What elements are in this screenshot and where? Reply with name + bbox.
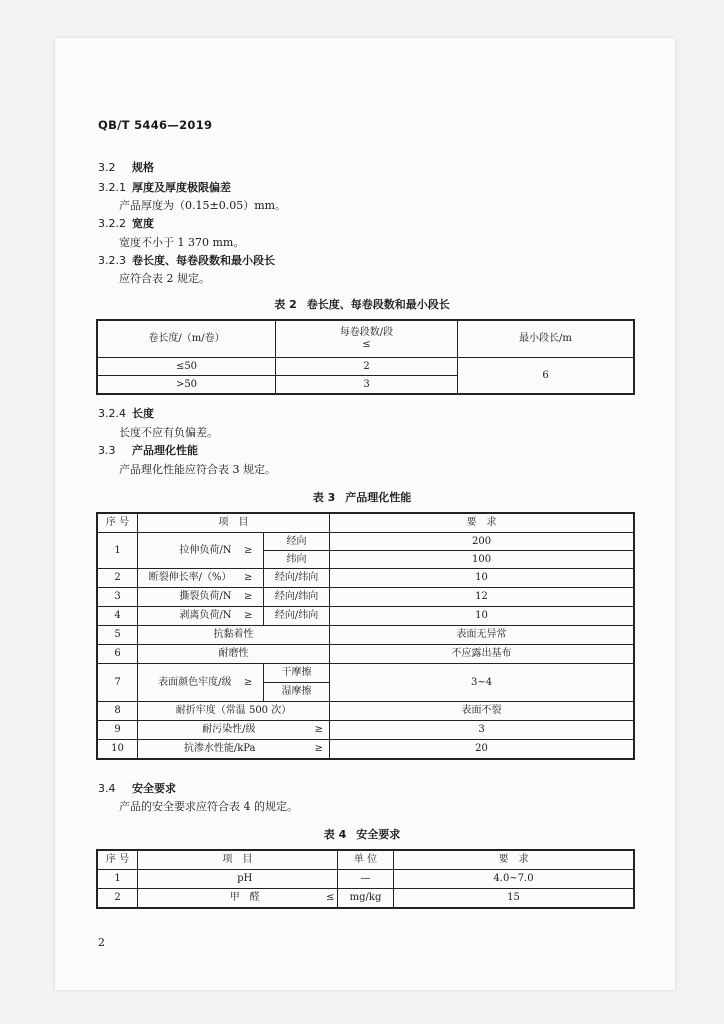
header-roll-length: 卷长度/（m/卷） [98, 321, 276, 358]
header-segments-label: 每卷段数/段 [339, 327, 394, 338]
table-cell-symbol: ≥ [264, 721, 330, 740]
table-cell-item: 抗黏着性 [138, 626, 330, 645]
table-cell-item: pH [138, 870, 324, 889]
table-cell-value: 10 [330, 569, 634, 588]
section-number: 3.2.1 [98, 181, 126, 194]
table-cell-no: 10 [98, 740, 138, 759]
table-cell-no: 2 [98, 889, 138, 908]
header-item: 项 目 [138, 851, 338, 870]
section-3-4-body: 产品的安全要求应符合表 4 的规定。 [119, 800, 298, 813]
table-2-caption [0, 296, 724, 312]
section-3-3-heading [98, 444, 198, 458]
section-number: 3.2.3 [98, 254, 126, 267]
table-4-caption [0, 826, 724, 842]
table-cell-symbol [324, 870, 338, 889]
table-cell: ≤50 [98, 358, 276, 376]
table-cell-item: 表面颜色牢度/级 [138, 664, 234, 702]
table-cell-no: 3 [98, 588, 138, 607]
table-cell-item: 甲 醛 [138, 889, 324, 908]
section-title: 宽度 [132, 217, 154, 230]
table-cell-no: 9 [98, 721, 138, 740]
table-cell-value: 100 [330, 551, 634, 569]
table-cell-symbol: ≥ [234, 588, 264, 607]
header-min-length: 最小段长/m [458, 321, 634, 358]
table-cell-no: 1 [98, 870, 138, 889]
section-number: 3.2 [98, 161, 116, 174]
header-unit: 单 位 [338, 851, 394, 870]
table-cell-no: 5 [98, 626, 138, 645]
table-cell: 2 [276, 358, 458, 376]
section-3-2-2-heading [98, 217, 154, 231]
table-cell-no: 7 [98, 664, 138, 702]
header-item: 项 目 [138, 514, 330, 533]
table-cell-item: 剥离负荷/N [138, 607, 234, 626]
header-segments [276, 321, 458, 358]
table-cell-symbol: ≥ [234, 607, 264, 626]
caption-number: 表 4 [323, 828, 347, 841]
section-title: 规格 [132, 161, 154, 174]
header-no: 序 号 [98, 514, 138, 533]
table-cell-item: 耐折牢度（常温 500 次） [138, 702, 330, 721]
header-no: 序 号 [98, 851, 138, 870]
table-4 [97, 850, 634, 908]
table-cell-item: 抗渗水性能/kPa [138, 740, 264, 759]
table-cell: >50 [98, 376, 276, 394]
table-cell-value: 20 [330, 740, 634, 759]
table-cell-unit: mg/kg [338, 889, 394, 908]
standard-header: QB/T 5446—2019 [98, 118, 213, 132]
caption-text: 卷长度、每卷段数和最小段长 [306, 298, 450, 311]
table-cell-value: 10 [330, 607, 634, 626]
header-requirement: 要 求 [394, 851, 634, 870]
section-3-2-1-heading [98, 181, 231, 195]
section-number: 3.2.2 [98, 217, 126, 230]
section-3-3-body: 产品理化性能应符合表 3 规定。 [119, 463, 276, 476]
section-number: 3.4 [98, 782, 116, 795]
table-cell-value: 15 [394, 889, 634, 908]
table-cell-item: 断裂伸长率/（%） [138, 569, 234, 588]
section-3-2-4-body: 长度不应有负偏差。 [119, 426, 218, 439]
table-3 [97, 513, 634, 759]
section-3-2-3-body: 应符合表 2 规定。 [119, 272, 210, 285]
table-cell-sub: 经向/纬向 [264, 607, 330, 626]
section-number: 3.2.4 [98, 407, 126, 420]
table-cell-value: 200 [330, 533, 634, 551]
header-segments-symbol: ≤ [362, 339, 371, 350]
table-cell-min-length: 6 [458, 358, 634, 394]
section-3-4-heading [98, 782, 176, 796]
section-3-2-heading [98, 161, 154, 175]
page-number: 2 [98, 936, 105, 949]
header-requirement: 要 求 [330, 514, 634, 533]
table-cell-symbol: ≥ [234, 533, 264, 569]
table-cell-item: 耐磨性 [138, 645, 330, 664]
table-cell-value: 表面无异常 [330, 626, 634, 645]
table-cell-symbol: ≥ [264, 740, 330, 759]
table-cell-item: 耐污染性/级 [138, 721, 264, 740]
caption-number: 表 2 [274, 298, 297, 311]
section-3-2-1-body: 产品厚度为（0.15±0.05）mm。 [119, 199, 287, 212]
table-cell-unit: — [338, 870, 394, 889]
table-cell-symbol: ≥ [234, 569, 264, 588]
section-title: 卷长度、每卷段数和最小段长 [132, 254, 275, 267]
table-cell-symbol: ≤ [324, 889, 338, 908]
table-cell-value: 4.0~7.0 [394, 870, 634, 889]
section-number: 3.3 [98, 444, 116, 457]
table-cell-no: 8 [98, 702, 138, 721]
section-3-2-3-heading [98, 254, 275, 268]
table-3-caption [0, 489, 724, 505]
section-title: 厚度及厚度极限偏差 [132, 181, 231, 194]
table-cell: 3 [276, 376, 458, 394]
section-3-2-4-heading [98, 407, 154, 421]
caption-number: 表 3 [312, 491, 336, 504]
table-cell-item: 拉伸负荷/N [138, 533, 234, 569]
table-cell-sub: 湿摩擦 [264, 683, 330, 702]
table-2 [97, 320, 634, 394]
table-cell-value: 12 [330, 588, 634, 607]
table-cell-value: 表面不裂 [330, 702, 634, 721]
table-cell-symbol: ≥ [234, 664, 264, 702]
table-cell-sub: 干摩擦 [264, 664, 330, 683]
table-cell-sub: 经向/纬向 [264, 588, 330, 607]
caption-text: 产品理化性能 [345, 491, 412, 504]
section-title: 安全要求 [132, 782, 176, 795]
section-title: 产品理化性能 [132, 444, 198, 457]
table-cell-no: 1 [98, 533, 138, 569]
table-cell-value: 不应露出基布 [330, 645, 634, 664]
section-3-2-2-body: 宽度不小于 1 370 mm。 [119, 236, 245, 249]
table-cell-no: 4 [98, 607, 138, 626]
table-cell-no: 2 [98, 569, 138, 588]
caption-text: 安全要求 [356, 828, 401, 841]
section-title: 长度 [132, 407, 154, 420]
table-cell-no: 6 [98, 645, 138, 664]
table-cell-item: 撕裂负荷/N [138, 588, 234, 607]
table-cell-sub: 经向 [264, 533, 330, 551]
table-cell-sub: 纬向 [264, 551, 330, 569]
table-cell-value: 3~4 [330, 664, 634, 702]
table-cell-sub: 经向/纬向 [264, 569, 330, 588]
table-cell-value: 3 [330, 721, 634, 740]
